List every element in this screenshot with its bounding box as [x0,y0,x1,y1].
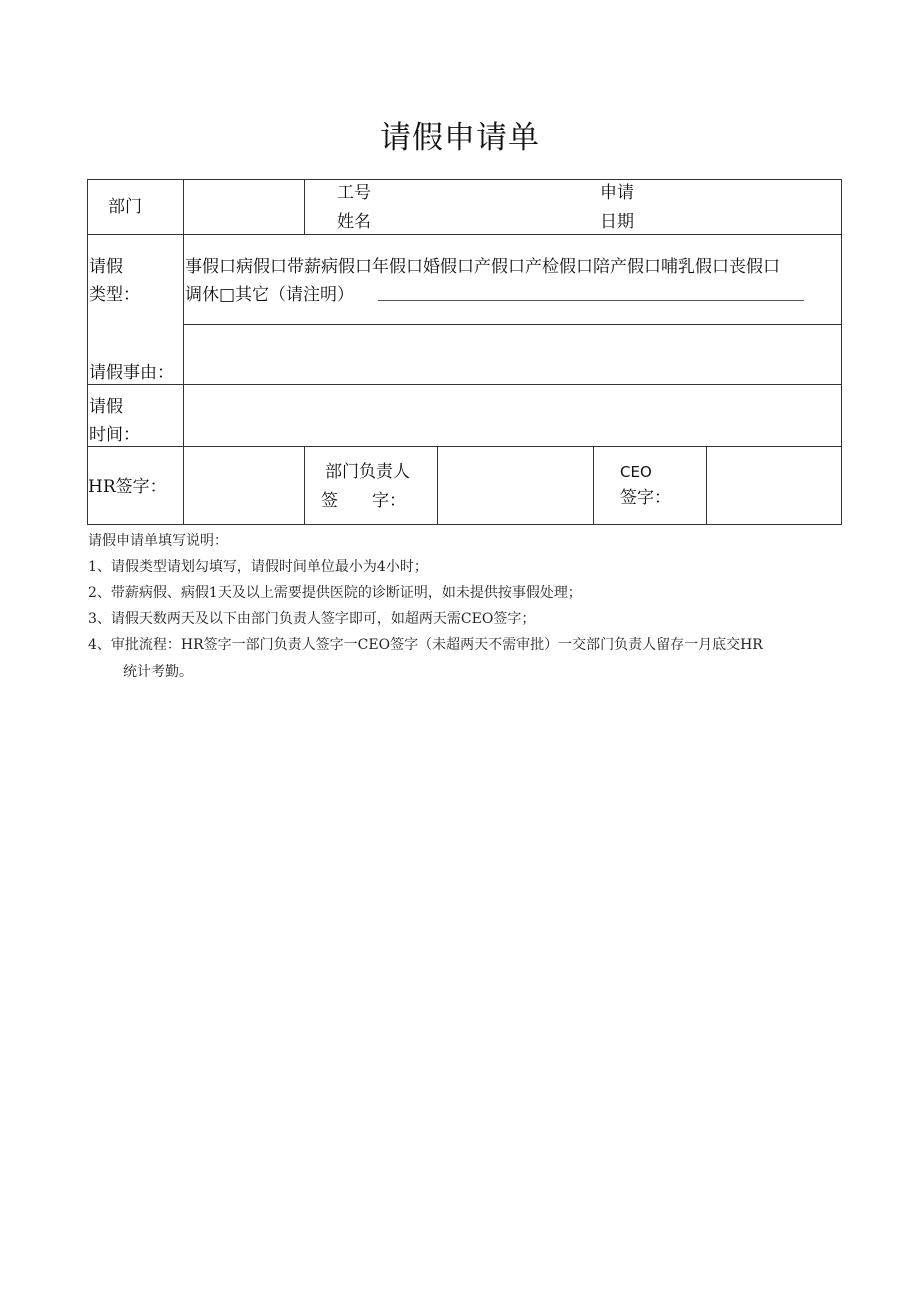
ceo-signature-label-2: 签字： [620,488,671,508]
table-border [87,234,842,235]
instruction-item: 4、审批流程：HR签字一部门负责人签字一CEO签字（未超两天不需审批）一交部门负责人留存一月底交HR [88,637,763,653]
dept-head-signature-label: 部门负责人 [325,462,410,482]
table-border [87,179,88,525]
instruction-item: 1、请假类型请划勾填写，请假时间单位最小为4小时； [88,559,428,575]
leave-application-form [0,0,920,540]
instructions-heading: 请假申请单填写说明： [88,533,228,549]
leave-type-label-2: 类型： [89,285,140,305]
leave-type-options[interactable]: 事假口病假口带薪病假口年假口婚假口产假口产检假口陪产假口哺乳假口丧假口 [185,257,780,277]
table-border [87,446,842,447]
hr-signature-label: HR签字： [88,477,167,497]
table-border [437,446,438,525]
employee-name-label: 姓名 [337,212,371,232]
leave-type-label: 请假 [89,257,123,277]
hr-signature-field[interactable] [185,448,303,523]
leave-time-label-2: 时间： [89,425,140,445]
instruction-item-continuation: 统计考勤。 [123,664,193,680]
department-label: 部门 [108,197,142,217]
page-title: 请假申请单 [380,120,540,156]
leave-reason-field[interactable] [185,326,840,383]
instruction-item: 2、带薪病假、病假1天及以上需要提供医院的诊断证明，如未提供按事假处理； [88,585,582,601]
dept-head-signature-field[interactable] [439,448,592,523]
table-border [304,179,305,235]
dept-head-signature-label-2: 签 字： [321,491,406,511]
date-label: 日期 [600,212,634,232]
table-border [593,446,594,525]
apply-label: 申请 [600,183,634,203]
other-note-underline[interactable] [378,300,804,301]
ceo-signature-field[interactable] [708,448,840,523]
table-border [87,179,842,180]
table-border [184,324,842,325]
table-border [87,524,842,525]
table-border [706,446,707,525]
leave-time-label: 请假 [89,397,123,417]
table-border [304,446,305,525]
table-border [841,179,842,525]
instruction-item: 3、请假天数两天及以下由部门负责人签字即可，如超两天需CEO签字； [88,611,536,627]
leave-time-field[interactable] [185,386,840,445]
table-border [183,179,184,525]
leave-type-options-other[interactable]: 调休□其它（请注明） [185,285,355,305]
table-border [87,384,842,385]
ceo-signature-label: CEO [620,463,652,481]
leave-reason-label: 请假事由： [89,363,174,383]
employee-id-label: 工号 [337,183,371,203]
